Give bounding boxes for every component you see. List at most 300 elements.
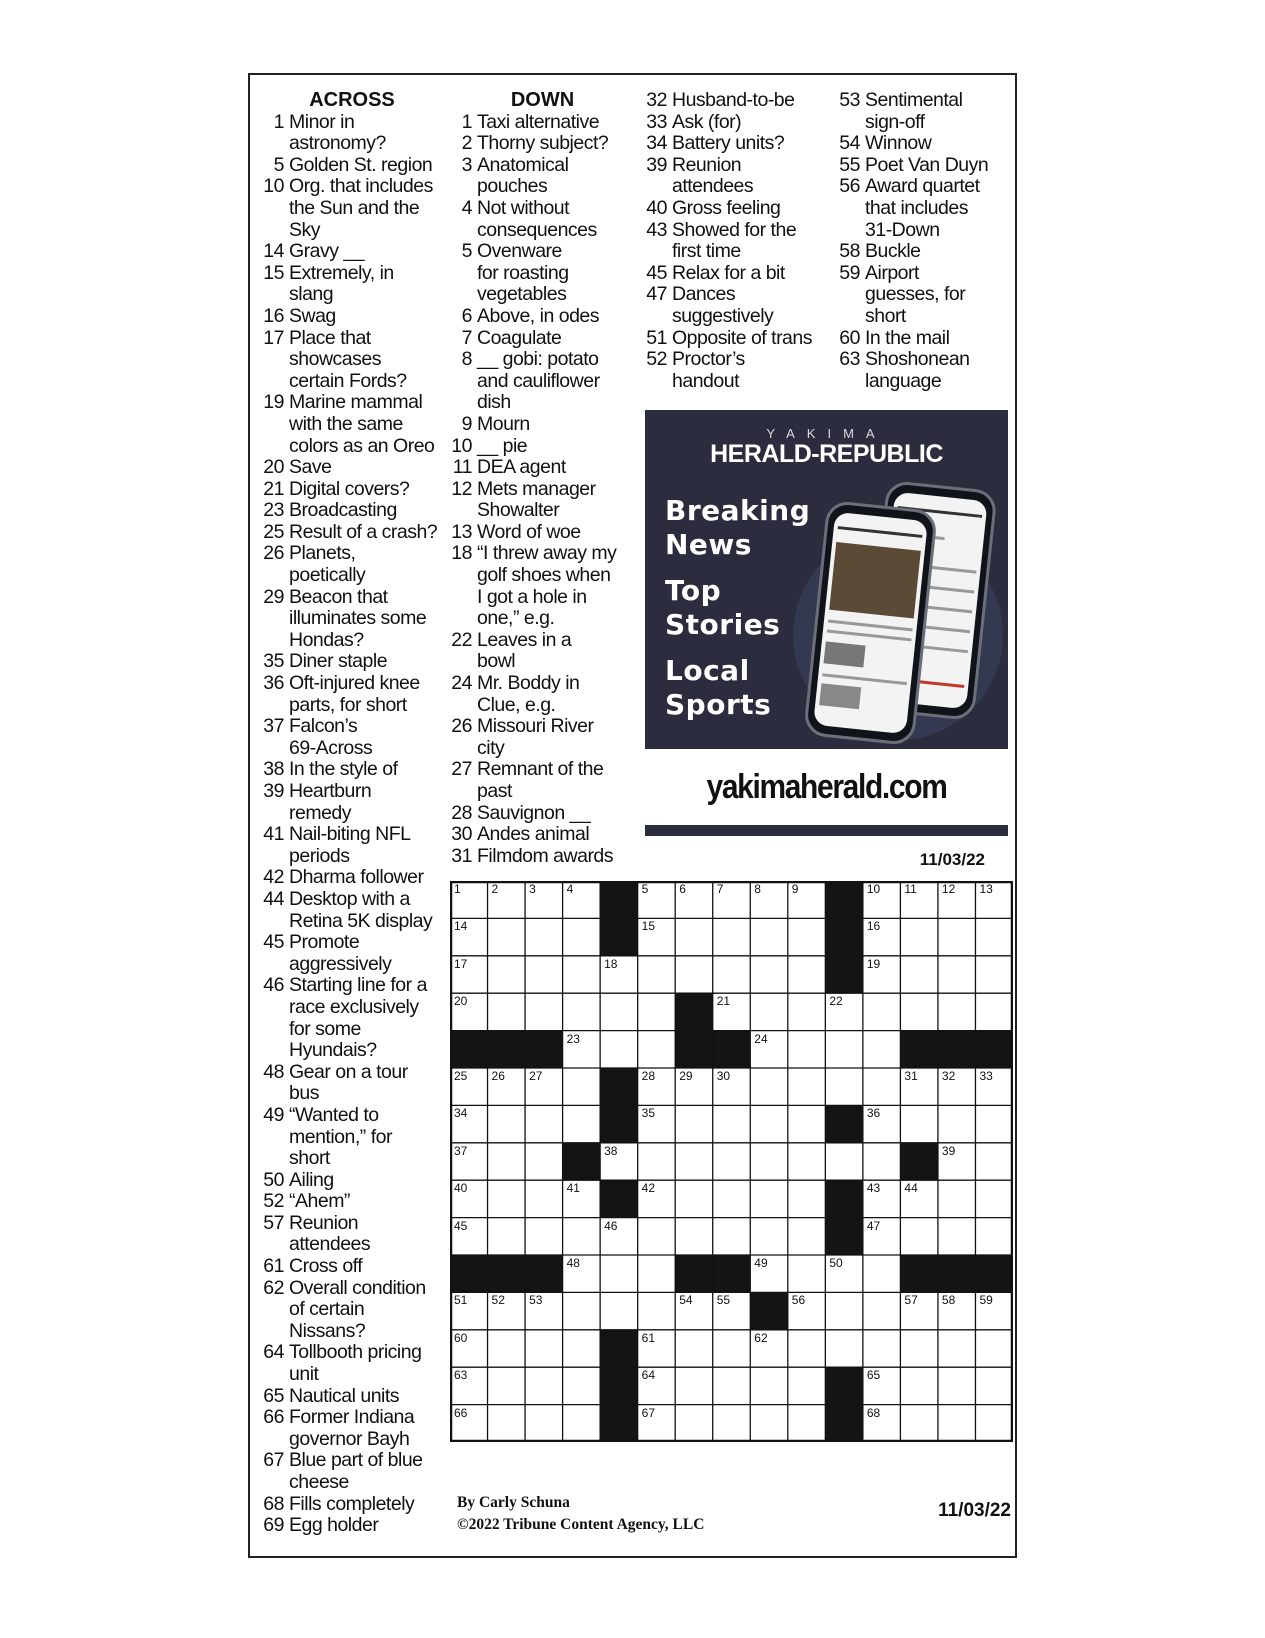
cell-number: 65 <box>866 1368 881 1383</box>
clue-number: 27 <box>451 758 472 781</box>
clue-item <box>450 198 635 241</box>
clue-text: suggestively <box>672 304 774 327</box>
clue-item <box>450 328 635 350</box>
clue-text: Fills completely <box>289 1492 415 1515</box>
cell-number: 20 <box>454 994 468 1009</box>
clue-text: Sentimental <box>865 89 963 111</box>
across-clue-list <box>262 112 442 1537</box>
clue-item <box>838 328 1013 350</box>
cell-number: 10 <box>866 882 881 896</box>
clue-number: 11 <box>452 456 472 479</box>
clue-item <box>838 349 1013 392</box>
clue-text: __ pie <box>477 434 528 457</box>
ad-line-news: News <box>665 528 752 561</box>
clue-number: 32 <box>646 89 667 111</box>
clue-item <box>262 1213 442 1256</box>
clue-text: Leaves in a <box>477 628 572 651</box>
cell-number: 27 <box>529 1069 543 1083</box>
cell-number: 32 <box>941 1069 956 1083</box>
clue-text: Nissans? <box>289 1319 366 1342</box>
clue-item <box>262 651 442 673</box>
clue-text: that includes <box>865 196 968 219</box>
clue-number: 45 <box>646 261 667 284</box>
clue-number: 29 <box>263 585 284 608</box>
clue-number: 25 <box>263 520 284 543</box>
clue-number: 67 <box>263 1449 284 1472</box>
clue-number: 4 <box>461 196 472 219</box>
clue-item <box>838 155 1013 177</box>
clue-text: dish <box>477 391 511 414</box>
cell-number: 28 <box>641 1069 656 1083</box>
clue-number: 60 <box>839 326 860 349</box>
clue-text: language <box>865 369 942 392</box>
website-url[interactable]: yakimaherald.com <box>706 768 947 806</box>
clue-item <box>262 1450 442 1493</box>
clue-item <box>838 133 1013 155</box>
clue-number: 63 <box>839 348 860 371</box>
clue-text: “Wanted to <box>289 1103 379 1126</box>
clue-item <box>645 155 830 198</box>
clue-item <box>450 824 635 846</box>
clue-text: Relax for a bit <box>672 261 785 284</box>
cell-number: 56 <box>791 1293 806 1308</box>
crossword-grid <box>450 881 1013 1442</box>
clue-text: Anatomical <box>477 153 569 176</box>
down-clue-column-2 <box>645 90 830 392</box>
clue-item <box>450 241 635 306</box>
clue-text: Tollbooth pricing <box>289 1341 422 1364</box>
clue-number: 3 <box>461 153 472 176</box>
clue-text: I got a hole in <box>477 585 587 608</box>
cell-number: 45 <box>454 1218 468 1233</box>
clue-number: 10 <box>263 175 284 198</box>
clue-text: Result of a crash? <box>289 520 438 543</box>
copyright: ©2022 Tribune Content Agency, LLC <box>457 1516 705 1533</box>
clue-number: 17 <box>263 326 284 349</box>
clue-text: periods <box>289 844 350 867</box>
cell-number: 37 <box>454 1143 468 1158</box>
clue-item <box>450 155 635 198</box>
grid-lines <box>450 881 1013 1442</box>
cell-number: 29 <box>679 1069 693 1083</box>
clue-number: 5 <box>273 153 284 176</box>
clue-number: 50 <box>263 1168 284 1191</box>
clue-number: 14 <box>263 240 284 263</box>
clue-item <box>262 1170 442 1192</box>
clue-number: 8 <box>461 348 472 371</box>
down-clue-column <box>450 90 635 867</box>
clue-text: for some <box>289 1017 361 1040</box>
clue-text: for roasting <box>477 261 569 284</box>
ad-line-sports: Sports <box>665 688 772 721</box>
clue-text: Save <box>289 456 332 479</box>
clue-text: Thorny subject? <box>477 132 609 155</box>
cell-number: 36 <box>866 1106 881 1121</box>
clue-number: 66 <box>263 1406 284 1429</box>
clue-item <box>450 673 635 716</box>
cell-number: 31 <box>904 1069 918 1083</box>
cell-number: 64 <box>641 1368 656 1383</box>
cell-number: 6 <box>679 882 686 896</box>
clue-text: showcases <box>289 348 381 371</box>
clue-text: Taxi alternative <box>477 110 600 133</box>
clue-item <box>262 975 442 1061</box>
clue-text: bus <box>289 1082 319 1105</box>
cell-number: 42 <box>641 1181 656 1196</box>
clue-item <box>645 133 830 155</box>
clue-text: pouches <box>477 175 548 198</box>
clue-text: golf shoes when <box>477 564 611 587</box>
clue-text: cheese <box>289 1471 349 1493</box>
clue-number: 10 <box>451 434 472 457</box>
clue-text: Showed for the <box>672 218 797 241</box>
clue-text: slang <box>289 283 334 306</box>
clue-number: 51 <box>646 326 667 349</box>
clue-number: 28 <box>451 801 472 824</box>
clue-text: parts, for short <box>289 693 407 716</box>
clue-item <box>262 1105 442 1170</box>
clue-text: Egg holder <box>289 1514 379 1537</box>
clue-item <box>450 846 635 868</box>
cell-number: 51 <box>454 1293 468 1308</box>
clue-item <box>450 133 635 155</box>
clue-number: 30 <box>451 823 472 846</box>
ad-line-top: Top <box>665 574 722 607</box>
clue-text: Gravy __ <box>289 240 365 263</box>
down-clue-list <box>450 112 635 868</box>
clue-item <box>645 284 830 327</box>
clue-text: Winnow <box>865 132 932 155</box>
clue-text: Ask (for) <box>672 110 742 133</box>
clue-text: guesses, for <box>865 283 966 306</box>
cell-number: 58 <box>941 1293 956 1308</box>
clue-text: Cross off <box>289 1255 363 1278</box>
clue-item <box>450 457 635 479</box>
clue-item <box>838 263 1013 328</box>
ad-city: YAKIMA <box>766 426 887 441</box>
clue-text: Desktop with a <box>289 887 410 910</box>
down-heading: DOWN <box>510 89 575 111</box>
clue-text: poetically <box>289 564 366 587</box>
clue-item <box>262 155 442 177</box>
clue-text: and cauliflower <box>477 369 600 392</box>
cell-number: 25 <box>454 1069 468 1083</box>
cell-number: 21 <box>716 994 731 1009</box>
cell-number: 46 <box>604 1218 618 1233</box>
clue-number: 68 <box>263 1492 284 1515</box>
clue-text: Diner staple <box>289 650 388 673</box>
clue-number: 5 <box>461 240 472 263</box>
clue-item <box>262 889 442 932</box>
clue-number: 58 <box>839 240 860 263</box>
clue-item <box>450 414 635 436</box>
cell-number: 3 <box>529 882 536 896</box>
clue-item <box>262 1256 442 1278</box>
clue-item <box>262 392 442 457</box>
clue-text: first time <box>672 240 741 263</box>
clue-number: 62 <box>263 1276 284 1299</box>
clue-text: colors as an Oreo <box>289 434 435 457</box>
clue-text: Mourn <box>477 412 530 435</box>
clue-number: 12 <box>451 477 472 500</box>
clue-text: short <box>865 304 906 327</box>
clue-text: Sky <box>289 218 321 241</box>
clue-number: 64 <box>263 1341 284 1364</box>
clue-item <box>262 263 442 306</box>
clue-text: DEA agent <box>477 456 566 479</box>
herald-republic-ad[interactable] <box>645 410 1008 749</box>
cell-number: 49 <box>754 1256 768 1270</box>
clue-text: aggressively <box>289 952 392 975</box>
cell-number: 48 <box>566 1256 580 1270</box>
cell-number: 40 <box>454 1181 468 1196</box>
cell-number: 4 <box>566 882 574 896</box>
clue-item <box>645 328 830 350</box>
clue-text: Award quartet <box>865 175 980 198</box>
clue-text: Golden St. region <box>289 153 433 176</box>
clue-item <box>262 241 442 263</box>
clue-number: 37 <box>263 715 284 738</box>
clue-text: Sauvignon __ <box>477 801 591 824</box>
clue-text: Swag <box>289 304 336 327</box>
clue-item <box>450 349 635 414</box>
clue-item <box>262 176 442 241</box>
clue-text: Oft-injured knee <box>289 672 420 695</box>
clue-item <box>645 90 830 112</box>
cell-number: 15 <box>641 919 656 934</box>
clue-item <box>262 500 442 522</box>
clue-text: consequences <box>477 218 597 241</box>
cell-number: 7 <box>716 882 724 896</box>
clue-text: Starting line for a <box>289 974 427 997</box>
clue-text: __ gobi: potato <box>477 348 599 371</box>
clue-item <box>262 587 442 652</box>
clue-number: 40 <box>646 196 667 219</box>
clue-number: 20 <box>263 456 284 479</box>
clue-item <box>262 457 442 479</box>
clue-item <box>262 716 442 759</box>
clue-text: Heartburn <box>289 780 372 802</box>
clue-item <box>262 306 442 328</box>
clue-item <box>645 198 830 220</box>
clue-number: 19 <box>263 391 284 414</box>
clue-text: Coagulate <box>477 326 562 349</box>
clue-number: 34 <box>646 132 667 155</box>
divider-rule <box>645 825 1008 836</box>
cell-number: 47 <box>866 1218 881 1233</box>
clue-number: 52 <box>263 1190 284 1213</box>
clue-text: Clue, e.g. <box>477 693 556 716</box>
cell-number: 2 <box>491 882 499 896</box>
clue-text: short <box>289 1147 330 1170</box>
cell-number: 43 <box>866 1181 881 1196</box>
clue-text: Proctor’s <box>672 348 745 371</box>
clue-item <box>450 522 635 544</box>
clue-text: Andes animal <box>477 823 590 846</box>
clue-text: Dharma follower <box>289 866 424 889</box>
clue-number: 31 <box>451 844 472 867</box>
cell-number: 26 <box>491 1069 505 1083</box>
clue-text: mention,” for <box>289 1125 392 1148</box>
clue-text: city <box>477 736 505 759</box>
clue-number: 7 <box>461 326 472 349</box>
clue-number: 45 <box>263 931 284 954</box>
clue-text: Planets, <box>289 542 356 565</box>
clue-text: attendees <box>289 1233 371 1256</box>
clue-text: attendees <box>672 175 754 198</box>
clue-text: Marine mammal <box>289 391 423 414</box>
clue-text: Hyundais? <box>289 1039 377 1062</box>
clue-item <box>262 1278 442 1343</box>
clue-text: Extremely, in <box>289 261 394 284</box>
ad-line-breaking: Breaking <box>665 494 811 527</box>
clue-number: 42 <box>263 866 284 889</box>
clue-number: 1 <box>461 110 472 133</box>
clue-number: 59 <box>839 261 860 284</box>
clue-text: one,” e.g. <box>477 607 555 630</box>
clue-text: Husband-to-be <box>672 89 795 111</box>
clue-text: In the mail <box>865 326 950 349</box>
clue-item <box>450 479 635 522</box>
clue-text: Word of woe <box>477 520 581 543</box>
date-top: 11/03/22 <box>919 850 985 869</box>
clue-text: Remnant of the <box>477 758 604 781</box>
cell-number: 38 <box>604 1143 618 1158</box>
clue-number: 9 <box>461 412 472 435</box>
clue-text: Battery units? <box>672 132 785 155</box>
clue-number: 43 <box>646 218 667 241</box>
cell-number: 66 <box>454 1405 468 1420</box>
clue-item <box>262 1062 442 1105</box>
clue-number: 23 <box>263 499 284 522</box>
clue-number: 39 <box>263 780 284 802</box>
clue-number: 55 <box>839 153 860 176</box>
clue-item <box>838 241 1013 263</box>
clue-text: Hondas? <box>289 628 364 651</box>
clue-text: certain Fords? <box>289 369 407 392</box>
clue-number: 65 <box>263 1384 284 1407</box>
cell-number: 33 <box>979 1069 993 1083</box>
clue-text: “Ahem” <box>289 1190 350 1213</box>
cell-number: 30 <box>716 1069 731 1083</box>
clue-number: 46 <box>263 974 284 997</box>
clue-number: 53 <box>839 89 860 111</box>
clue-item <box>262 781 442 824</box>
clue-text: Org. that includes <box>289 175 433 198</box>
clue-text: Promote <box>289 931 360 954</box>
clue-text: 69-Across <box>289 736 373 759</box>
clue-number: 2 <box>461 132 472 155</box>
clue-item <box>262 328 442 393</box>
clue-item <box>450 630 635 673</box>
clue-text: past <box>477 780 512 802</box>
clue-item <box>838 176 1013 241</box>
cell-number: 55 <box>716 1293 731 1308</box>
cell-number: 68 <box>866 1405 881 1420</box>
clue-text: unit <box>289 1363 319 1386</box>
clue-text: governor Bayh <box>289 1427 410 1450</box>
clue-number: 54 <box>839 132 860 155</box>
clue-text: “I threw away my <box>477 542 617 565</box>
clue-text: Beacon that <box>289 585 388 608</box>
clue-number: 61 <box>263 1255 284 1278</box>
clue-number: 47 <box>646 283 667 306</box>
cell-number: 59 <box>979 1293 993 1308</box>
clue-text: Reunion <box>289 1211 359 1234</box>
clue-item <box>450 306 635 328</box>
cell-number: 12 <box>941 882 956 896</box>
clue-text: Showalter <box>477 499 560 522</box>
clue-text: Ailing <box>289 1168 334 1191</box>
clue-text: vegetables <box>477 283 567 306</box>
ad-line-local: Local <box>665 654 750 687</box>
clue-text: race exclusively <box>289 995 419 1018</box>
clue-number: 39 <box>646 153 667 176</box>
clue-number: 26 <box>451 715 472 738</box>
cell-number: 52 <box>491 1293 505 1308</box>
cell-number: 44 <box>904 1181 918 1196</box>
cell-number: 1 <box>454 882 461 896</box>
clue-item <box>262 1494 442 1516</box>
clue-text: Missouri River <box>477 715 594 738</box>
clue-text: Retina 5K display <box>289 909 433 932</box>
clue-item <box>262 1386 442 1408</box>
clue-item <box>262 1191 442 1213</box>
clue-number: 6 <box>461 304 472 327</box>
clue-number: 13 <box>451 520 472 543</box>
down-clue-list-2 <box>645 90 830 392</box>
cell-number: 53 <box>529 1293 543 1308</box>
clue-number: 44 <box>263 887 284 910</box>
clue-number: 26 <box>263 542 284 565</box>
clue-text: Minor in <box>289 110 355 133</box>
clue-item <box>262 1515 442 1537</box>
cell-number: 24 <box>754 1031 768 1046</box>
clue-item <box>262 1342 442 1385</box>
clue-number: 56 <box>839 175 860 198</box>
cell-number: 50 <box>829 1256 843 1270</box>
cell-number: 22 <box>829 994 843 1009</box>
cell-number: 61 <box>641 1330 656 1345</box>
clue-number: 16 <box>263 304 284 327</box>
clue-number: 22 <box>451 628 472 651</box>
clue-item <box>262 932 442 975</box>
clue-text: of certain <box>289 1298 365 1321</box>
cell-number: 19 <box>866 956 881 971</box>
cell-number: 17 <box>454 956 468 971</box>
clue-text: Poet Van Duyn <box>865 153 989 176</box>
cell-number: 62 <box>754 1330 768 1345</box>
cell-number: 39 <box>941 1143 956 1158</box>
cell-number: 41 <box>566 1181 580 1196</box>
clue-item <box>450 543 635 629</box>
clue-number: 35 <box>263 650 284 673</box>
byline: By Carly Schuna <box>457 1494 570 1511</box>
across-heading: ACROSS <box>309 89 395 111</box>
clue-item <box>645 220 830 263</box>
clue-text: remedy <box>289 801 352 824</box>
clue-number: 18 <box>451 542 472 565</box>
clue-text: Buckle <box>865 240 921 263</box>
clue-item <box>645 263 830 285</box>
clue-item <box>838 90 1013 133</box>
clue-item <box>262 824 442 867</box>
ad-line-stories: Stories <box>665 608 781 641</box>
clue-item <box>262 867 442 889</box>
across-clue-column <box>262 90 442 1537</box>
clue-text: Mr. Boddy in <box>477 672 580 695</box>
clue-text: Dances <box>672 283 736 306</box>
